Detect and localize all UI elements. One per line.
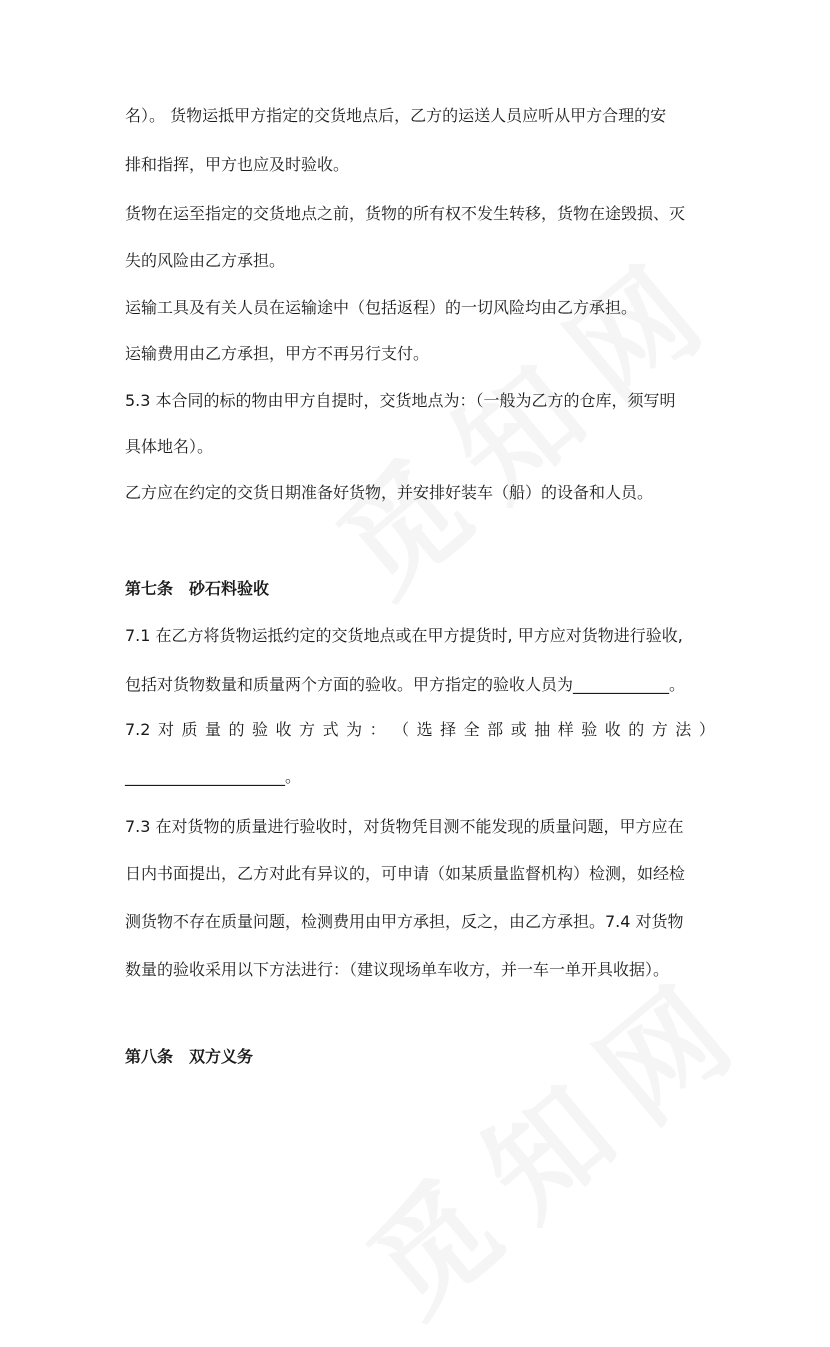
text-line: 日内书面提出，乙方对此有异议的，可申请（如某质量监督机构）检测，如经检 — [125, 864, 686, 883]
text-line: 失的风险由乙方承担。 — [125, 251, 286, 270]
text-line: 包括对货物数量和质量两个方面的验收。甲方指定的验收人员为____________。 — [125, 675, 686, 694]
text-char: 抽 — [534, 720, 551, 739]
text-line: 7.3 在对货物的质量进行验收时，对货物凭目测不能发现的质量问题，甲方应在 — [125, 817, 684, 836]
text-char: ） — [698, 720, 715, 739]
text-char: 的 — [628, 720, 645, 739]
text-char: 验 — [581, 720, 598, 739]
text-line: 数量的验收采用以下方法进行：（建议现场单车收方，并一车一单开具收据）。 — [125, 960, 670, 979]
text-char: （ — [393, 720, 410, 739]
text-char: 质 — [181, 720, 198, 739]
text-char: 为 — [346, 720, 363, 739]
text-char: ： — [369, 720, 386, 739]
text-char: 样 — [557, 720, 574, 739]
text-line: 测货物不存在质量问题，检测费用由甲方承担，反之，由乙方承担。7.4 对货物 — [125, 912, 684, 931]
text-line: 具体地名）。 — [125, 437, 214, 456]
text-char: 全 — [463, 720, 480, 739]
text-char: 式 — [322, 720, 339, 739]
text-line: 运输工具及有关人员在运输途中（包括返程）的一切风险均由乙方承担。 — [125, 298, 638, 317]
text-line: 5.3 本合同的标的物由甲方自提时，交货地点为：（一般为乙方的仓库，须写明 — [125, 391, 676, 410]
text-char: 选 — [416, 720, 433, 739]
text-char: 量 — [204, 720, 221, 739]
text-char: 部 — [487, 720, 504, 739]
text-char: 择 — [440, 720, 457, 739]
text-char: 的 — [228, 720, 245, 739]
text-line: 货物在运至指定的交货地点之前，货物的所有权不发生转移，货物在途毁损、灭 — [125, 204, 686, 223]
text-char: 方 — [651, 720, 668, 739]
text-char: 收 — [275, 720, 292, 739]
blank-line-7-2: ____________________。 — [125, 767, 302, 786]
text-line: 乙方应在约定的交货日期准备好货物，并安排好装车（船）的设备和人员。 — [125, 483, 654, 502]
text-char: 收 — [604, 720, 621, 739]
text-line: 7.1 在乙方将货物运抵约定的交货地点或在甲方提货时, 甲方应对货物进行验收, — [125, 626, 683, 645]
text-char: 方 — [299, 720, 316, 739]
text-char: 或 — [510, 720, 527, 739]
text-char: 法 — [675, 720, 692, 739]
text-line: 排和指挥，甲方也应及时验收。 — [125, 155, 350, 174]
section-heading-article-7: 第七条 砂石料验收 — [125, 579, 270, 598]
text-line: 名）。 货物运抵甲方指定的交货地点后，乙方的运送人员应听从甲方合理的安 — [125, 106, 667, 125]
justified-line-7-2 — [125, 718, 715, 742]
watermark — [327, 925, 782, 1346]
text-char: 7.2 — [125, 720, 151, 739]
section-heading-article-8: 第八条 双方义务 — [125, 1047, 254, 1066]
text-char: 对 — [157, 720, 174, 739]
text-char: 验 — [252, 720, 269, 739]
text-line: 运输费用由乙方承担，甲方不再另行支付。 — [125, 344, 430, 363]
